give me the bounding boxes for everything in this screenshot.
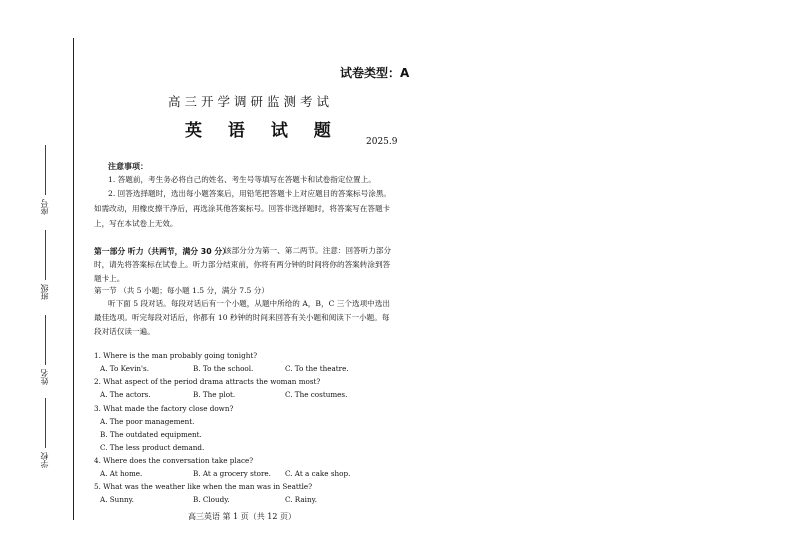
school-field <box>36 398 56 468</box>
question-2: 2. What aspect of the period drama attracts the woman most? <box>94 377 321 386</box>
question-4-option-c: C. At a cake shop. <box>285 469 351 478</box>
question-3-option-c: C. The less product demand. <box>100 443 205 452</box>
question-1: 1. Where is the man probably going tonight? <box>94 351 258 360</box>
question-3-option-b: B. The outdated equipment. <box>100 430 202 439</box>
seat-number-label: 座号 <box>40 199 49 215</box>
name-label: 姓名 <box>40 369 49 385</box>
name-blank <box>45 315 46 365</box>
question-1-option-c: C. To the theatre. <box>285 364 349 373</box>
seat-number-field <box>36 145 56 215</box>
school-label: 学校 <box>40 452 49 468</box>
question-4-option-b: B. At a grocery store. <box>193 469 271 478</box>
section-description: 听下面 5 段对话。每段对话后有一个小题，从题中所给的 A，B，C 三个选项中选出最佳选项。听完每段对话后，你都有 10 秒钟的时间来回答有关小题和阅读下一小题。每段对话仅读一遍。 <box>94 299 390 336</box>
question-5-option-a: A. Sunny. <box>100 495 134 504</box>
class-label: 班级 <box>40 284 49 300</box>
section-title: 第一节 （共 5 小题；每小题 1.5 分，满分 7.5 分） <box>94 286 269 295</box>
notice-title: 注意事项： <box>108 162 148 171</box>
part-title: 第一部分 听力（共两节，满分 30 分） <box>94 247 230 256</box>
question-2-option-c: C. The costumes. <box>285 390 348 399</box>
class-blank <box>45 230 46 280</box>
school-blank <box>45 398 46 448</box>
notice-item: 2. 回答选择题时，选出每小题答案后，用铅笔把答题卡上对应题目的答案标号涂黑。如需改动，用橡皮擦干净后，再选涂其他答案标号。回答非选择题时，将答案写在答题卡上，写在本试卷上无效。 <box>94 189 392 228</box>
binding-line <box>73 38 74 520</box>
question-4-option-a: A. At home. <box>100 469 143 478</box>
question-1-option-b: B. To the school. <box>193 364 254 373</box>
question-5: 5. What was the weather like when the man was in Seattle? <box>94 482 313 491</box>
paper-type: 试卷类型：A <box>340 66 410 80</box>
class-field <box>36 230 56 300</box>
question-4: 4. Where does the conversation take place? <box>94 456 254 465</box>
part-description: 该部分分为第一、第二两节。注意：回答听力部分时，请先将答案标在试卷上。听力部分结束前，你将有两分钟的时间将你的答案转涂到答题卡上。 <box>94 246 392 283</box>
question-5-option-b: B. Cloudy. <box>193 495 230 504</box>
seat-number-blank <box>45 145 46 195</box>
question-3: 3. What made the factory close down? <box>94 404 234 413</box>
question-3-option-a: A. The poor management. <box>100 417 195 426</box>
name-field <box>36 315 56 385</box>
question-1-option-a: A. To Kevin's. <box>100 364 149 373</box>
question-5-option-c: C. Rainy. <box>285 495 317 504</box>
exam-date: 2025.9 <box>366 137 398 147</box>
question-2-option-b: B. The plot. <box>193 390 236 399</box>
exam-name: 高三开学调研监测考试 <box>168 94 334 109</box>
subject-title: 英 语 试 题 <box>185 121 341 141</box>
notice-item: 1. 答题前，考生务必将自己的姓名、考生号等填写在答题卡和试卷指定位置上。 <box>108 175 376 184</box>
question-2-option-a: A. The actors. <box>100 390 151 399</box>
page-footer: 高三英语 第 1 页（共 12 页） <box>188 512 296 521</box>
